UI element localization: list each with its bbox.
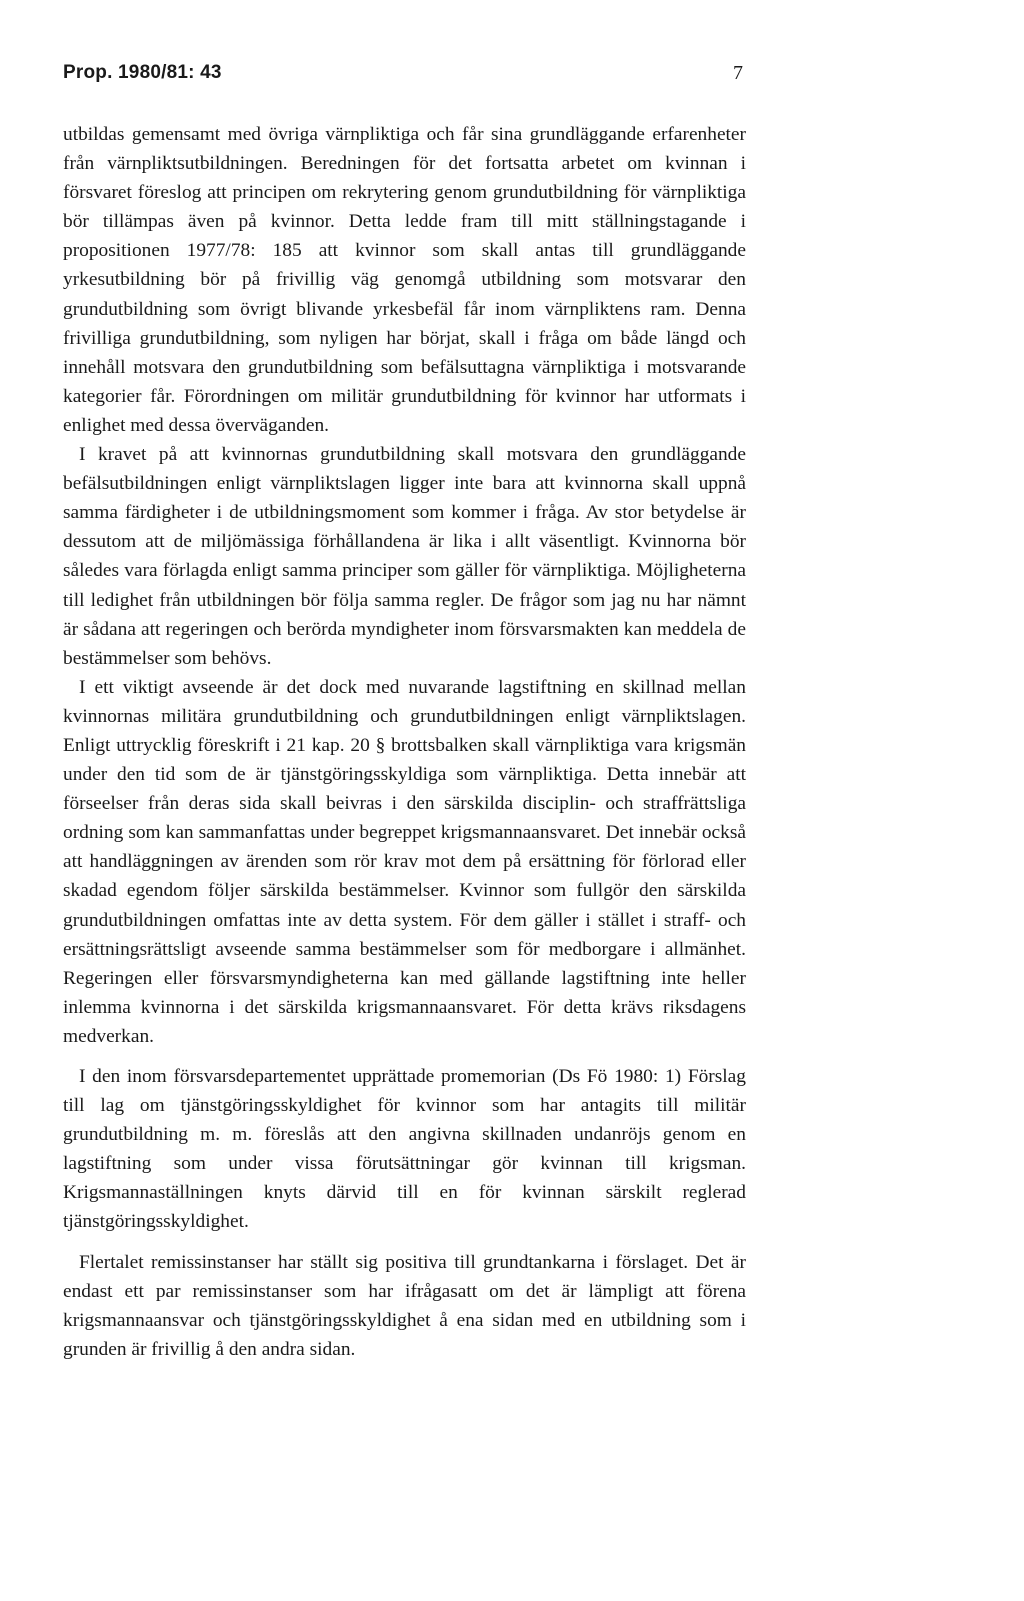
document-body	[63, 120, 746, 1364]
paragraph: I kravet på att kvinnornas grundutbildning skall motsvara den grundläggande befälsutbildningen enligt värnpliktslagen ligger inte bara att kvinnorna skall uppnå samma färdigheter i de utbildningsmoment som kommer i fråga. Av stor betydelse är dessutom att de miljömässiga förhållandena är lika i allt väsentligt. Kvinnorna bör således vara förlagda enligt samma principer som gäller för värnpliktiga. Möjligheterna till ledighet från utbildningen bör följa samma regler. De frågor som jag nu har nämnt är sådana att regeringen och berörda myndigheter inom försvarsmakten kan meddela de bestämmelser som behövs.	[63, 444, 746, 669]
page-number: 7	[733, 62, 743, 84]
paragraph: I den inom försvarsdepartementet upprättade promemorian (Ds Fö 1980: 1) Förslag till lag om tjänstgöringsskyldighet för kvinnor som har antagits till militär grundutbildning m. m. föreslås att den angivna skillnaden undanröjs genom en lagstiftning som under vissa förutsättningar gör kvinnan till krigsman. Krigsmannaställningen knyts därvid till en för kvinnan särskilt reglerad tjänstgöringsskyldighet.	[63, 1066, 746, 1233]
paragraph: Flertalet remissinstanser har ställt sig positiva till grundtankarna i förslaget. Det är endast ett par remissinstanser som har ifrågasatt om det är lämpligt att förena krigsmannaansvar och tjänstgöringsskyldighet å ena sidan med en utbildning som i grunden är frivillig å den andra sidan.	[63, 1251, 746, 1360]
page-header	[63, 62, 743, 92]
paragraph: utbildas gemensamt med övriga värnpliktiga och får sina grundläggande erfarenheter från värnpliktsutbildningen. Beredningen för det fortsatta arbetet om kvinnan i försvaret föreslog att principen om rekrytering genom grundutbildning för värnpliktiga bör tillämpas även på kvinnor. Detta ledde fram till mitt ställningstagande i propositionen 1977/78: 185 att kvinnor som skall antas till grundläggande yrkesutbildning bör på frivillig väg genomgå utbildning som motsvarar den grundutbildning som övrigt blivande yrkesbefäl får inom värnpliktens ram. Denna frivilliga grundutbildning, som nyligen har börjat, skall i fråga om både längd och innehåll motsvara den grundutbildning som befälsuttagna värnpliktiga i motsvarande kategorier får. Förordningen om militär grundutbildning för kvinnor har utformats i enlighet med dessa överväganden.	[63, 124, 746, 436]
paragraph: I ett viktigt avseende är det dock med nuvarande lagstiftning en skillnad mellan kvinnornas militära grundutbildning och grundutbildningen enligt värnpliktslagen. Enligt uttrycklig föreskrift i 21 kap. 20 § brottsbalken skall värnpliktiga vara krigsmän under den tid som de är tjänstgöringsskyldiga som värnpliktiga. Detta innebär att förseelser från deras sida skall beivras i den särskilda disciplin- och straffrättsliga ordning som kan sammanfattas under begreppet krigsmannaansvaret. Det innebär också att handläggningen av ärenden som rör krav mot dem på ersättning för förlorad eller skadad egendom följer särskilda bestämmelser. Kvinnor som fullgör den särskilda grundutbildningen omfattas inte av detta system. För dem gäller i stället i straff- och ersättningsrättsligt avseende samma bestämmelser som för medborgare i allmänhet. Regeringen eller försvarsmyndigheterna kan med gällande lagstiftning inte heller inlemma kvinnorna i det särskilda krigsmannaansvaret. För detta krävs riksdagens medverkan.	[63, 676, 746, 1047]
document-reference: Prop. 1980/81: 43	[63, 62, 222, 83]
